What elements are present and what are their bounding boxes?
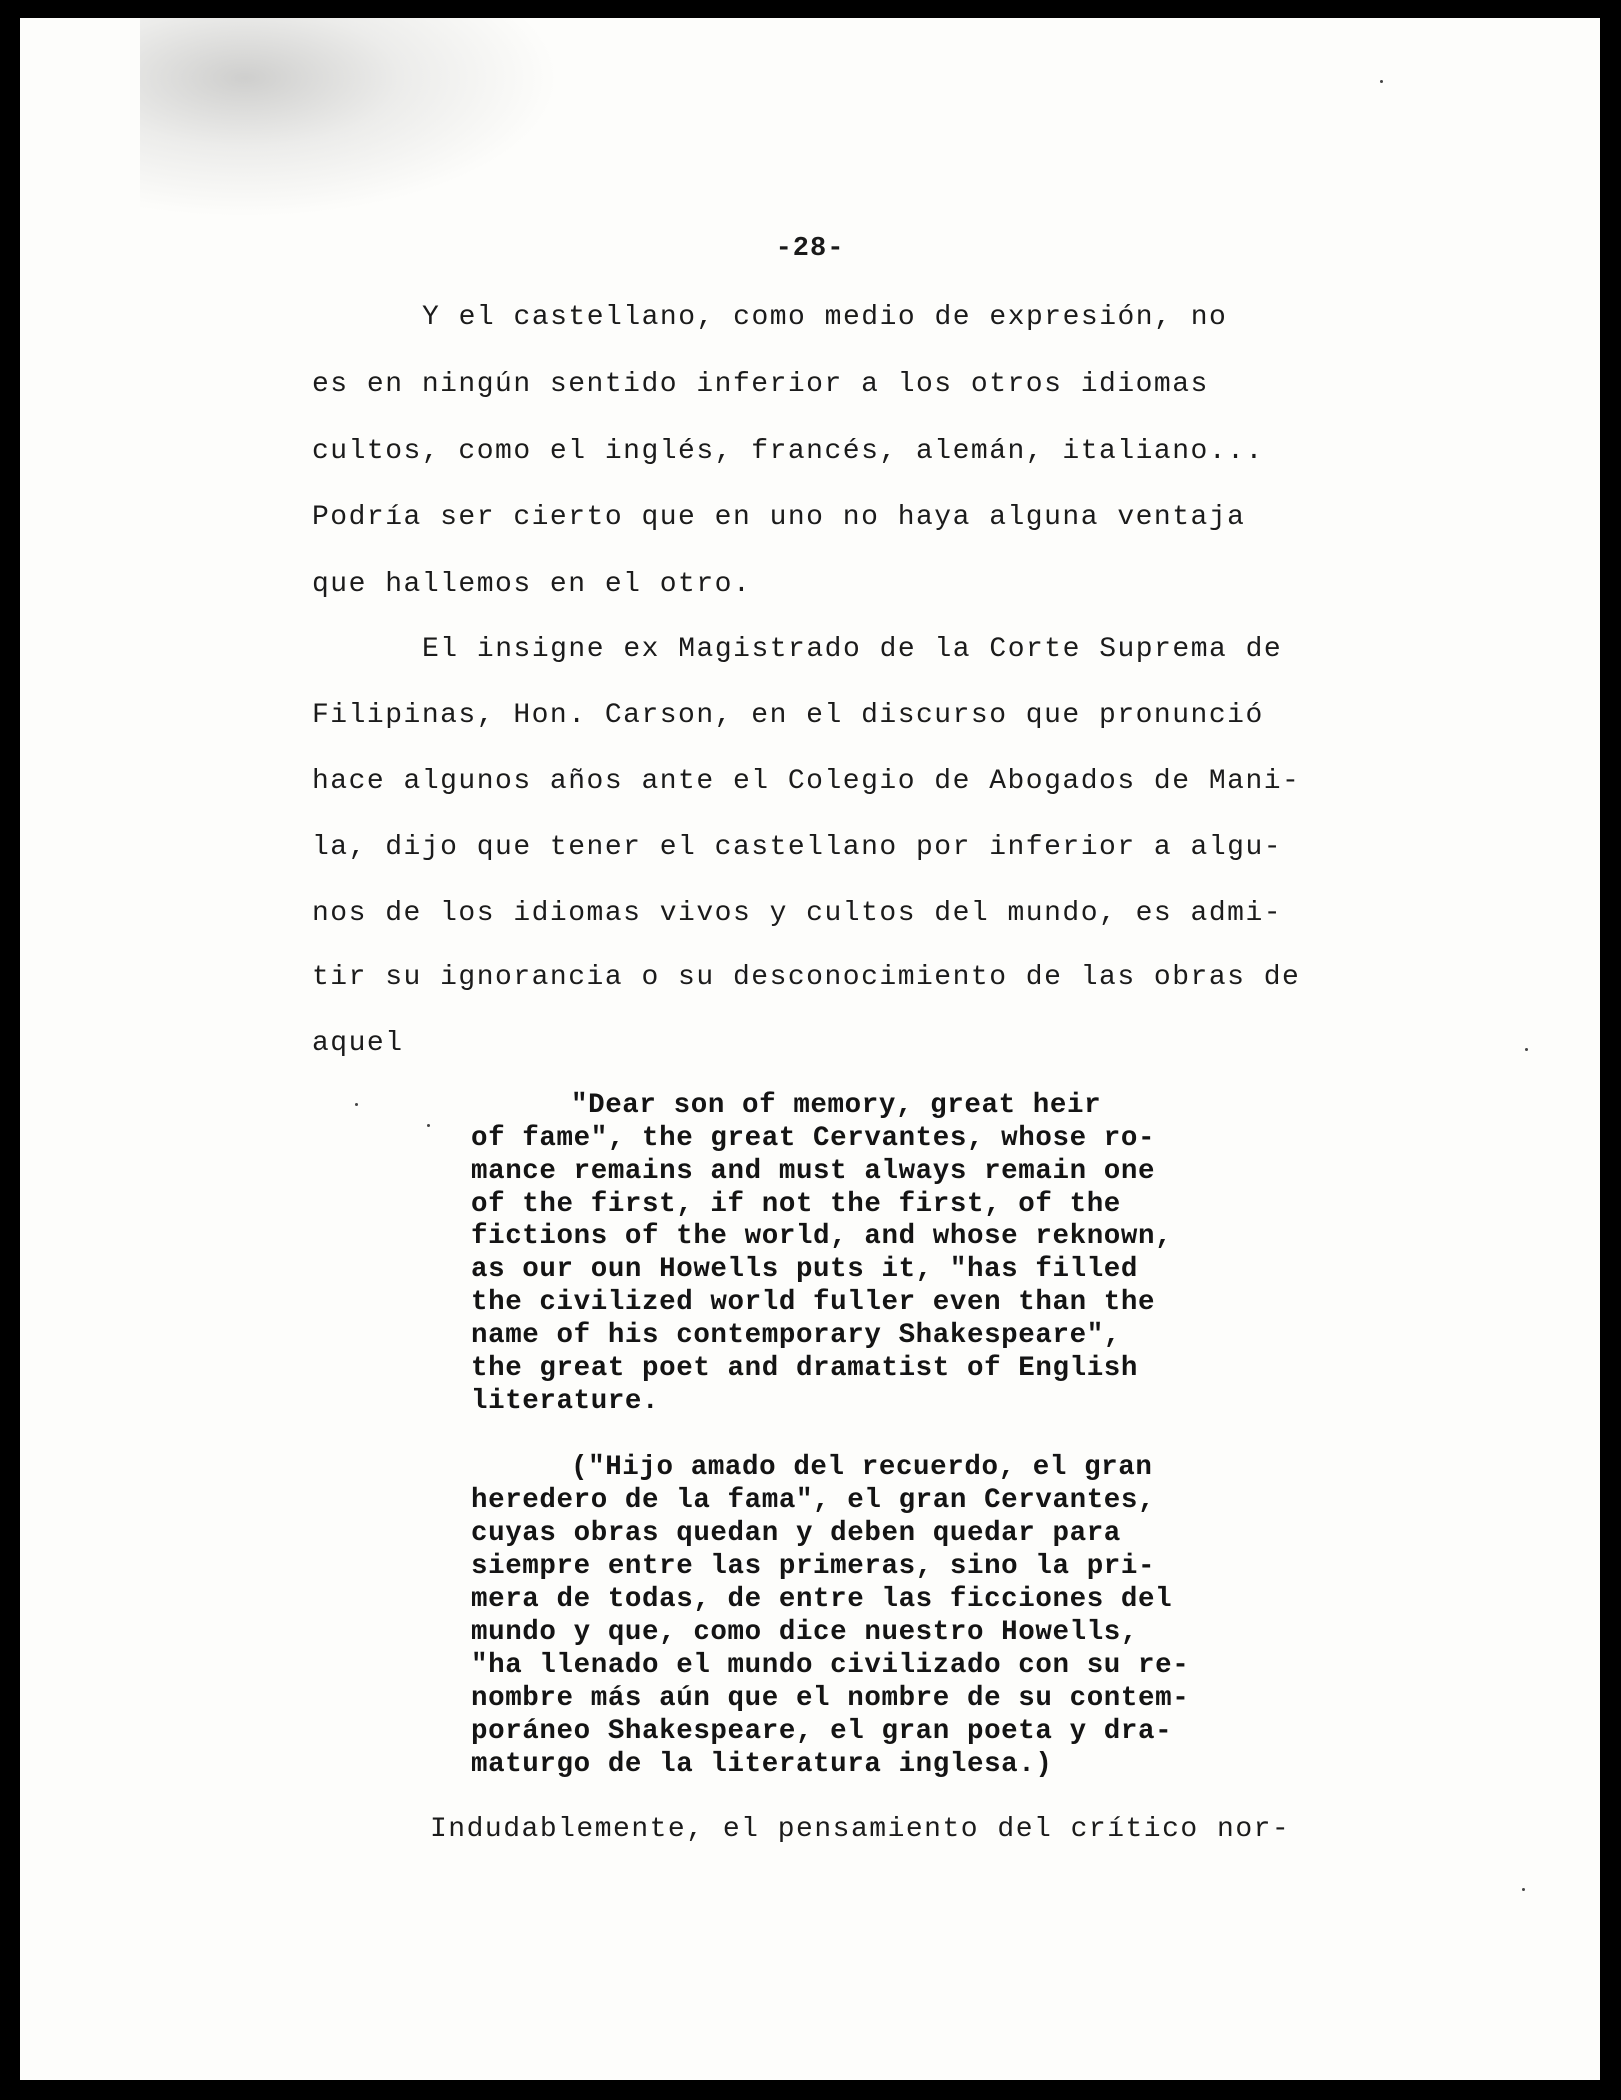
paragraph-1-line: Podría ser cierto que en uno no haya alguna ventaja bbox=[312, 502, 1246, 533]
scan-speck bbox=[1525, 1048, 1528, 1051]
spanish-quote-line: "ha llenado el mundo civilizado con su re- bbox=[471, 1650, 1190, 1681]
spanish-quote-line: heredero de la fama", el gran Cervantes, bbox=[471, 1485, 1156, 1516]
paragraph-2-line: El insigne ex Magistrado de la Corte Suprema de bbox=[422, 634, 1283, 665]
scan-speck bbox=[427, 1124, 430, 1127]
spanish-quote-line: siempre entre las primeras, sino la pri- bbox=[471, 1551, 1156, 1582]
paragraph-2-line: la, dijo que tener el castellano por inferior a algu- bbox=[312, 832, 1283, 863]
paragraph-2-line: hace algunos años ante el Colegio de Abogados de Mani- bbox=[312, 766, 1301, 797]
english-quote-line: fictions of the world, and whose reknown, bbox=[471, 1221, 1173, 1252]
english-quote-line: the great poet and dramatist of English bbox=[471, 1353, 1139, 1384]
english-quote-line: as our oun Howells puts it, "has filled bbox=[471, 1254, 1139, 1285]
scan-speck bbox=[1522, 1888, 1525, 1891]
spanish-quote-line: mera de todas, de entre las ficciones del bbox=[471, 1584, 1173, 1615]
english-quote-line: mance remains and must always remain one bbox=[471, 1156, 1156, 1187]
paragraph-1-line: que hallemos en el otro. bbox=[312, 569, 752, 600]
paragraph-1-line: es en ningún sentido inferior a los otros idiomas bbox=[312, 369, 1209, 400]
english-quote-line: "Dear son of memory, great heir bbox=[571, 1090, 1102, 1121]
spanish-quote-line: maturgo de la literatura inglesa.) bbox=[471, 1749, 1053, 1780]
spanish-quote-line: nombre más aún que el nombre de su contem- bbox=[471, 1683, 1190, 1714]
paragraph-1-line: Y el castellano, como medio de expresión, no bbox=[422, 302, 1228, 333]
scan-smudge bbox=[140, 18, 560, 218]
english-quote-line: the civilized world fuller even than the bbox=[471, 1287, 1156, 1318]
english-quote-line: name of his contemporary Shakespeare", bbox=[471, 1320, 1121, 1351]
paragraph-2-line: Filipinas, Hon. Carson, en el discurso que pronunció bbox=[312, 700, 1264, 731]
spanish-quote-line: poráneo Shakespeare, el gran poeta y dra- bbox=[471, 1716, 1173, 1747]
closing-line: Indudablemente, el pensamiento del crítico nor- bbox=[430, 1814, 1291, 1845]
english-quote-line: literature. bbox=[471, 1386, 660, 1417]
paragraph-2-line: tir su ignorancia o su desconocimiento de las obras de bbox=[312, 962, 1301, 993]
spanish-quote-line: ("Hijo amado del recuerdo, el gran bbox=[571, 1452, 1153, 1483]
page-number: -28- bbox=[775, 234, 845, 264]
scan-speck bbox=[1380, 80, 1383, 83]
paragraph-2-line: nos de los idiomas vivos y cultos del mundo, es admi- bbox=[312, 898, 1283, 929]
spanish-quote-line: mundo y que, como dice nuestro Howells, bbox=[471, 1617, 1139, 1648]
paragraph-2-line: aquel bbox=[312, 1028, 404, 1059]
paragraph-1-line: cultos, como el inglés, francés, alemán, italiano... bbox=[312, 436, 1264, 467]
english-quote-line: of the first, if not the first, of the bbox=[471, 1189, 1121, 1220]
typewritten-page bbox=[20, 18, 1600, 2080]
english-quote-line: of fame", the great Cervantes, whose ro- bbox=[471, 1123, 1156, 1154]
spanish-quote-line: cuyas obras quedan y deben quedar para bbox=[471, 1518, 1121, 1549]
scan-speck bbox=[355, 1103, 358, 1106]
